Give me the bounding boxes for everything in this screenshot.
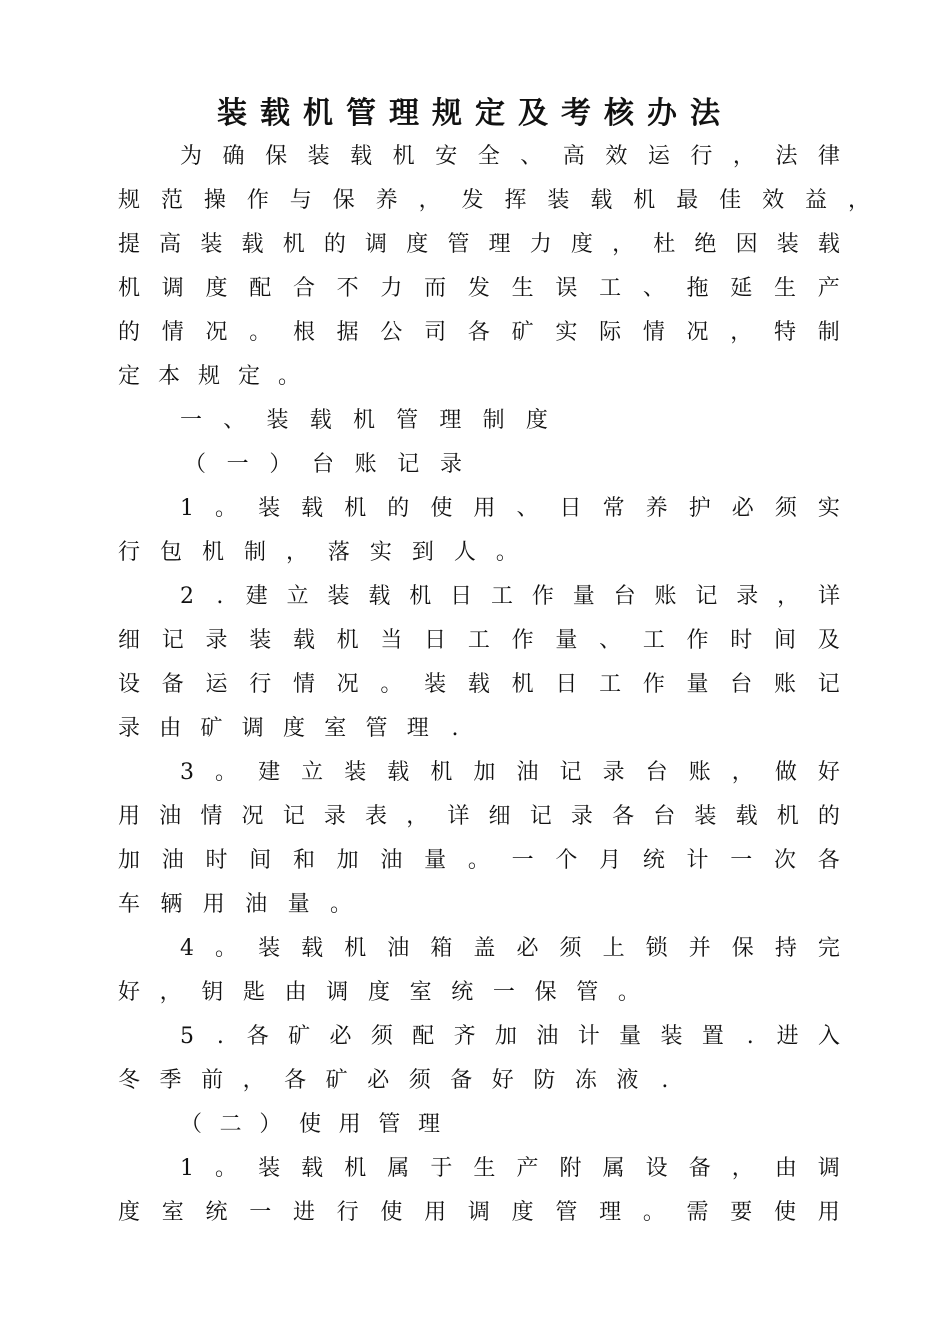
text-line: 好 ， 钥 匙 由 调 度 室 统 一 保 管 。 — [118, 980, 640, 1005]
text-line: 规 范 操 作 与 保 养 ， 发 挥 装 载 机 最 佳 效 益 ， — [118, 188, 870, 213]
text-line: 4 。 装 载 机 油 箱 盖 必 须 上 锁 并 保 持 完 — [180, 936, 840, 961]
text-line: 用 油 情 况 记 录 表 ， 详 细 记 录 各 台 装 载 机 的 — [118, 804, 840, 829]
text-line: 加 油 时 间 和 加 油 量 。 一 个 月 统 计 一 次 各 — [118, 848, 840, 873]
subsection-heading: （ 二 ） 使 用 管 理 — [180, 1112, 440, 1137]
text-line: 度 室 统 一 进 行 使 用 调 度 管 理 。 需 要 使 用 — [118, 1200, 840, 1225]
text-line: 5 . 各 矿 必 须 配 齐 加 油 计 量 装 置 . 进 入 — [180, 1024, 840, 1049]
text-line: 机 调 度 配 合 不 力 而 发 生 误 工 、 拖 延 生 产 — [118, 276, 840, 301]
document-title: 装载机管理规定及考核办法 — [217, 96, 733, 131]
text-line: 定 本 规 定 。 — [118, 364, 300, 389]
text-line: 车 辆 用 油 量 。 — [118, 892, 352, 917]
text-line: 录 由 矿 调 度 室 管 理 . — [118, 716, 459, 741]
text-line: 行 包 机 制 ， 落 实 到 人 。 — [118, 540, 518, 565]
text-line: 1 。 装 载 机 的 使 用 、 日 常 养 护 必 须 实 — [180, 496, 840, 521]
text-line: 冬 季 前 ， 各 矿 必 须 备 好 防 冻 液 . — [118, 1068, 669, 1093]
subsection-heading: （ 一 ） 台 账 记 录 — [184, 452, 462, 477]
text-line: 细 记 录 装 载 机 当 日 工 作 量 、 工 作 时 间 及 — [118, 628, 840, 653]
text-line: 3 。 建 立 装 载 机 加 油 记 录 台 账 ， 做 好 — [180, 760, 840, 785]
text-line: 2 . 建 立 装 载 机 日 工 作 量 台 账 记 录 ， 详 — [180, 584, 840, 609]
text-line: 的 情 况 。 根 据 公 司 各 矿 实 际 情 况 ， 特 制 — [118, 320, 840, 345]
text-line: 提 高 装 载 机 的 调 度 管 理 力 度 ， 杜 绝 因 装 载 — [118, 232, 840, 257]
section-heading: 一 、 装 载 机 管 理 制 度 — [180, 408, 548, 433]
text-line: 1 。 装 载 机 属 于 生 产 附 属 设 备 ， 由 调 — [180, 1156, 840, 1181]
text-line: 为 确 保 装 载 机 安 全 、 高 效 运 行 ， 法 律 — [180, 144, 840, 169]
text-line: 设 备 运 行 情 况 。 装 载 机 日 工 作 量 台 账 记 — [118, 672, 840, 697]
